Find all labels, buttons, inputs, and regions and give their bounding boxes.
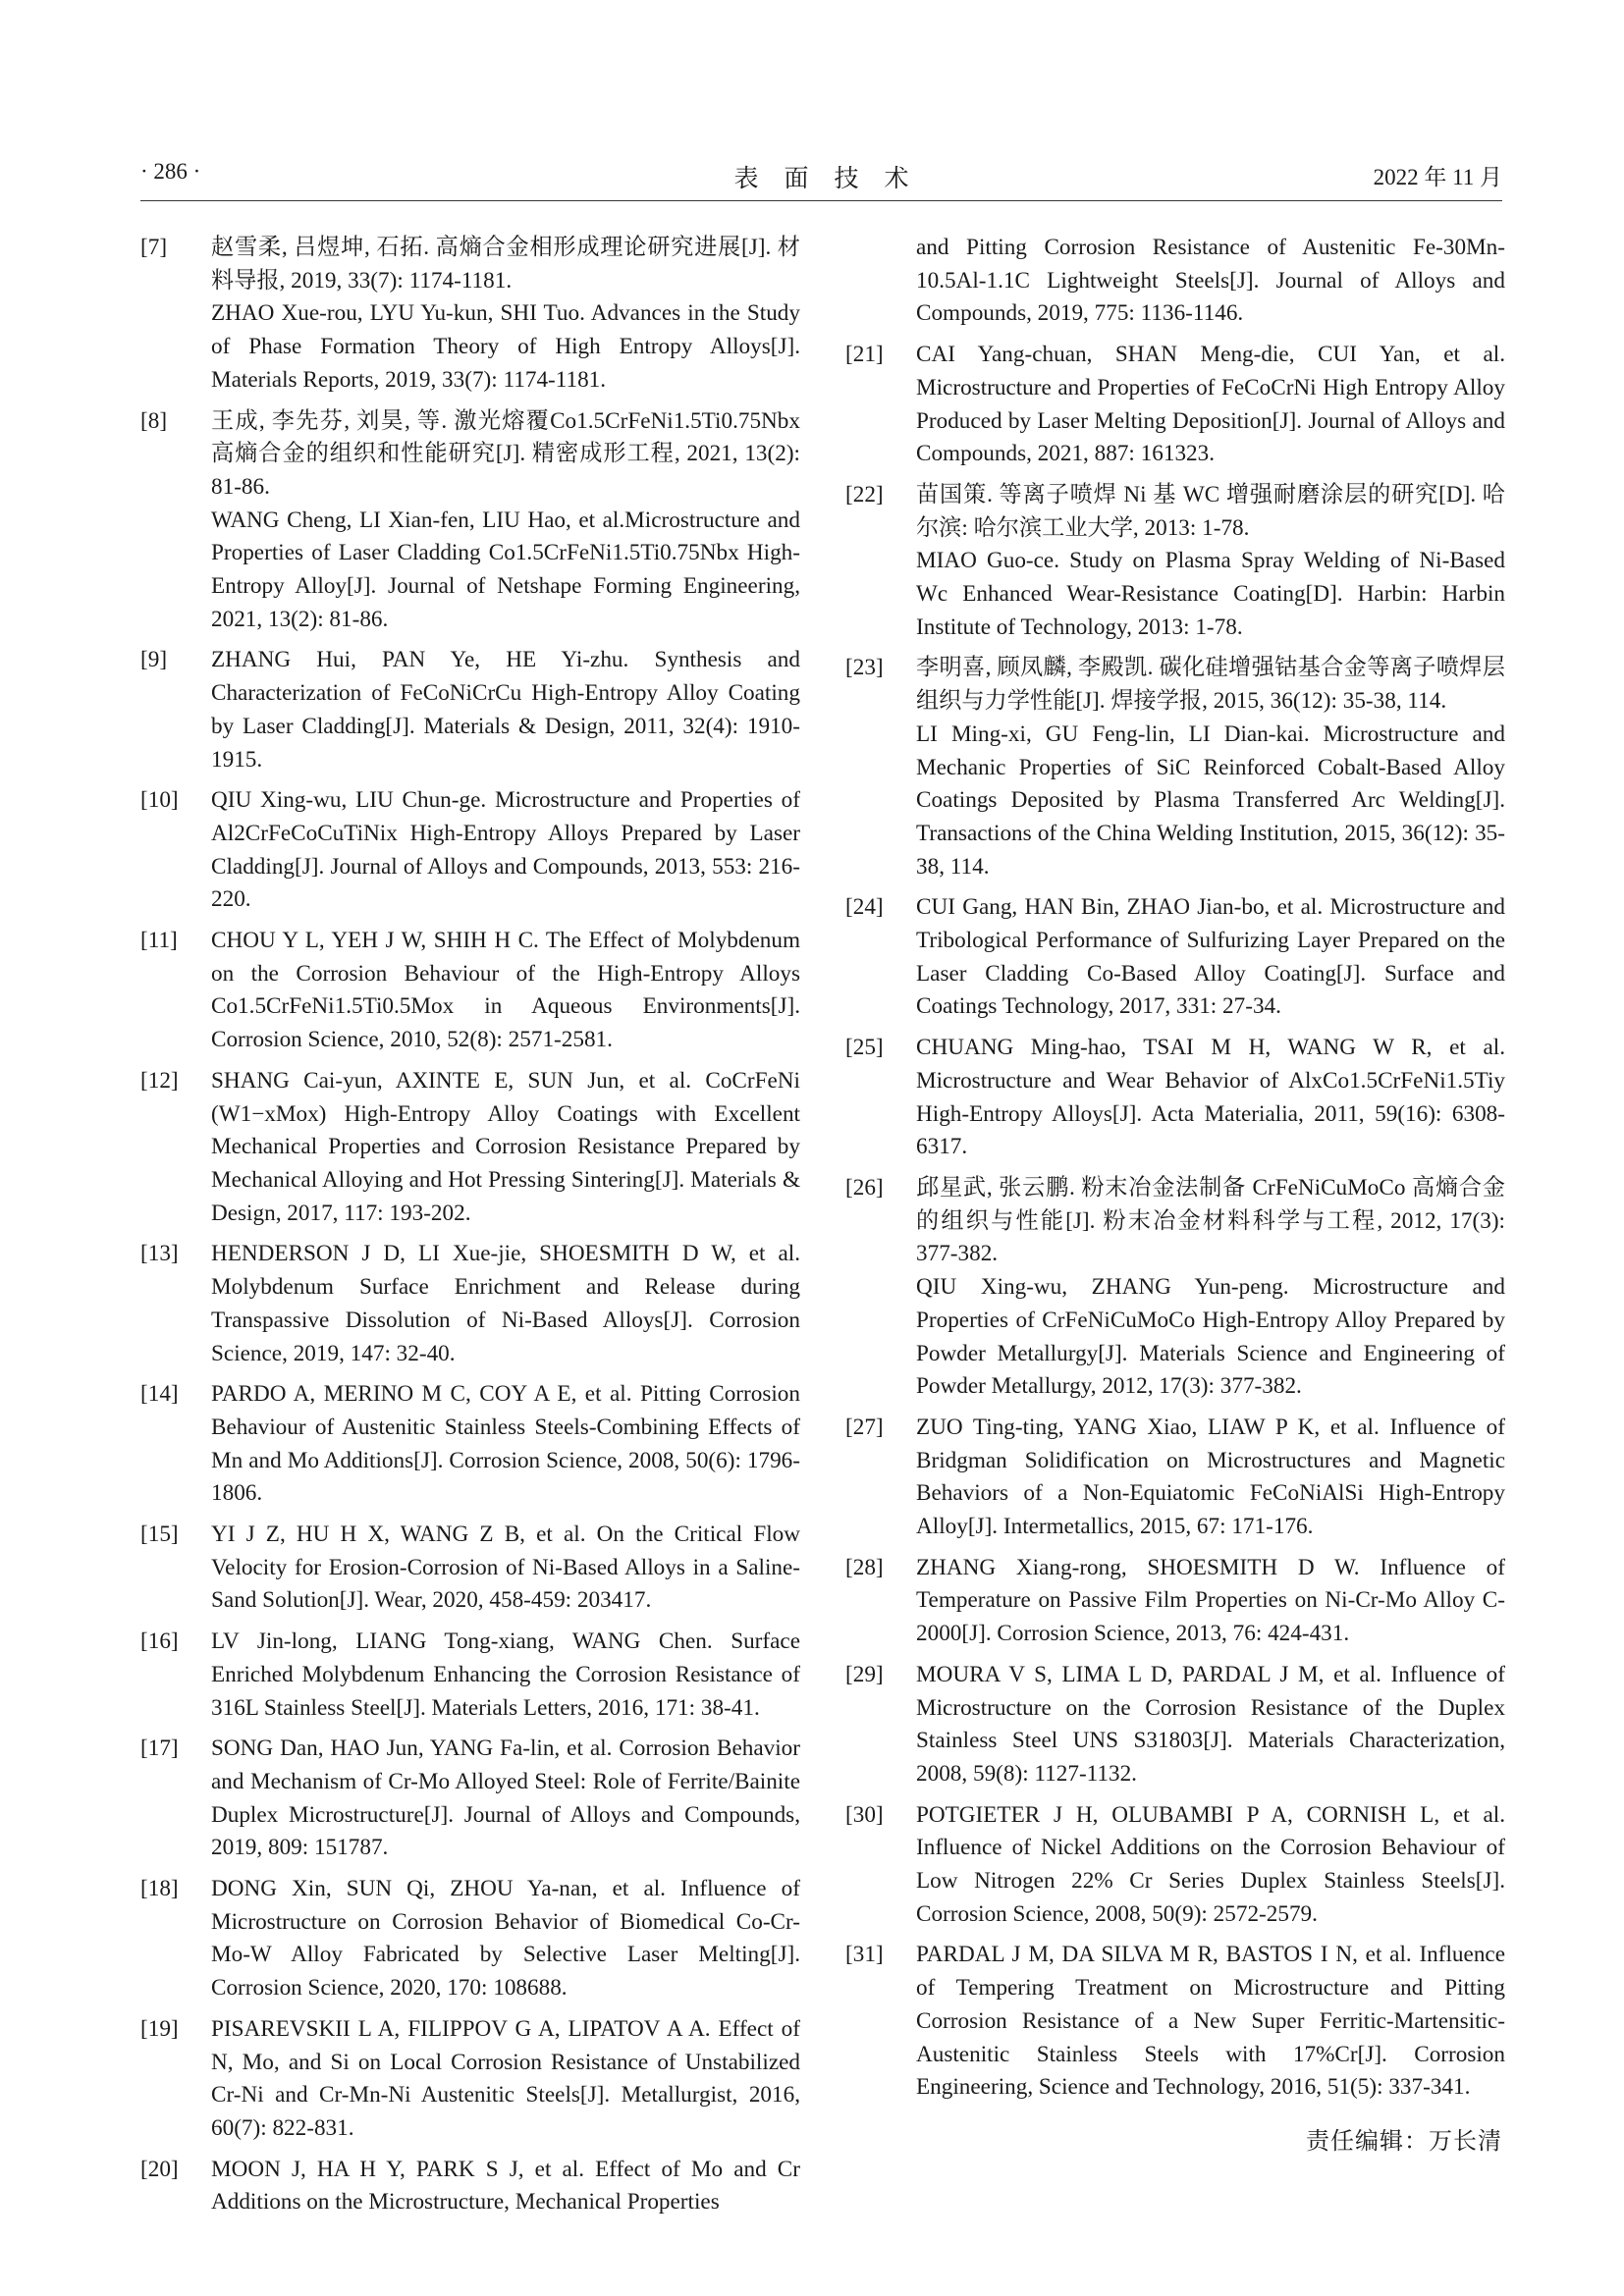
reference-text: POTGIETER J H, OLUBAMBI P A, CORNISH L, et al. Influence of Nickel Additions on the Corrosion Behaviour of Low Nitrogen 22% Cr Series Duplex Stainless Steels[J]. Corrosion Science, 2008, 50(9): 2572-2579. (916, 1801, 1505, 1927)
reference-item (140, 1065, 800, 1231)
page-number: · 286 · (140, 159, 201, 184)
reference-item (845, 1172, 1505, 1404)
reference-item (140, 2154, 800, 2219)
reference-text: SONG Dan, HAO Jun, YANG Fa-lin, et al. Corrosion Behavior and Mechanism of Cr-Mo Alloyed Steel: Role of Ferrite/Bainite Duplex Microstructure[J]. Journal of Alloys and Compounds, 2019, 809: 151787. (211, 1735, 800, 1861)
reference-text: CHUANG Ming-hao, TSAI M H, WANG W R, et al. Microstructure and Wear Behavior of AlxCo1.5CrFeNi1.5Tiy High-Entropy Alloys[J]. Acta Materialia, 2011, 59(16): 6308-6317. (916, 1035, 1505, 1160)
reference-item (140, 644, 800, 776)
reference-text: YI J Z, HU H X, WANG Z B, et al. On the Critical Flow Velocity for Erosion-Corrosion of Ni-Based Alloys in a Saline-Sand Solution[J]. Wear, 2020, 458-459: 203417. (211, 1522, 800, 1614)
page-header (140, 159, 1502, 198)
reference-item (140, 1873, 800, 2005)
reference-item (140, 925, 800, 1057)
journal-title: 表面技术 (733, 166, 935, 192)
reference-number: [7] (140, 235, 168, 260)
reference-text: MIAO Guo-ce. Study on Plasma Spray Welding of Ni-Based Wc Enhanced Wear-Resistance Coating[D]. Harbin: Harbin Institute of Technology, 2013: 1-78. (916, 548, 1505, 640)
reference-text: PARDO A, MERINO M C, COY A E, et al. Pitting Corrosion Behaviour of Austenitic Stainless Steels-Combining Effects of Mn and Mo Additions[J]. Corrosion Science, 2008, 50(6): 1796-1806. (211, 1381, 800, 1507)
reference-item (845, 1032, 1505, 1164)
reference-number: [18] (140, 1876, 179, 1902)
reference-item (845, 1659, 1505, 1791)
reference-number: [29] (845, 1661, 884, 1687)
reference-text: ZUO Ting-ting, YANG Xiao, LIAW P K, et al. Influence of Bridgman Solidification on Microstructures and Magnetic Behaviors of a Non-Equiatomic FeCoNiAlSi High-Entropy Alloy[J]. Intermetallics, 2015, 67: 171-176. (916, 1414, 1505, 1540)
reference-item (140, 1238, 800, 1370)
reference-number: [14] (140, 1381, 179, 1408)
reference-item (845, 479, 1505, 645)
reference-text: WANG Cheng, LI Xian-fen, LIU Hao, et al.Microstructure and Properties of Laser Cladding Co1.5CrFeNi1.5Ti0.75Nbx High-Entropy Alloy[J]. Journal of Netshape Forming Engineering, 2021, 13(2): 81-86. (211, 507, 800, 632)
reference-number: [23] (845, 655, 884, 681)
reference-item (845, 1939, 1505, 2105)
reference-text: 赵雪柔, 吕煜坤, 石拓. 高熵合金相形成理论研究进展[J]. 材料导报, 2019, 33(7): 1174-1181. (211, 235, 800, 294)
issue-date: 2022 年 11 月 (1373, 165, 1502, 189)
reference-text: PARDAL J M, DA SILVA M R, BASTOS I N, et al. Influence of Tempering Treatment on Microstructure and Pitting Corrosion Resistance of a New Super Ferritic-Martensitic-Austenitic Stainless Steels with 17%Cr[J]. Corrosion Engineering, Science and Technology, 2016, 51(5): 337-341. (916, 1942, 1505, 2101)
reference-text: LV Jin-long, LIANG Tong-xiang, WANG Chen. Surface Enriched Molybdenum Enhancing the Corrosion Resistance of 316L Stainless Steel[J]. Materials Letters, 2016, 171: 38-41. (211, 1629, 800, 1721)
reference-text: ZHAO Xue-rou, LYU Yu-kun, SHI Tuo. Advances in the Study of Phase Formation Theory of High Entropy Alloys[J]. Materials Reports, 2019, 33(7): 1174-1181. (211, 300, 800, 393)
reference-number: [26] (845, 1174, 884, 1201)
reference-item (140, 784, 800, 917)
reference-item (140, 1519, 800, 1618)
references-right-column (845, 232, 1505, 2105)
reference-number: [16] (140, 1629, 179, 1655)
reference-item (140, 1626, 800, 1725)
reference-item (140, 1733, 800, 1865)
reference-text: 王成, 李先芬, 刘昊, 等. 激光熔覆Co1.5CrFeNi1.5Ti0.75Nbx高熵合金的组织和性能研究[J]. 精密成形工程, 2021, 13(2): 81-86. (211, 407, 800, 500)
reference-number: [28] (845, 1554, 884, 1580)
reference-text: HENDERSON J D, LI Xue-jie, SHOESMITH D W, et al. Molybdenum Surface Enrichment and Release during Transpassive Dissolution of Ni-Based Alloys[J]. Corrosion Science, 2019, 147: 32-40. (211, 1241, 800, 1366)
reference-item (845, 339, 1505, 471)
reference-number: [20] (140, 2156, 179, 2182)
reference-text: ZHANG Xiang-rong, SHOESMITH D W. Influence of Temperature on Passive Film Properties on Ni-Cr-Mo Alloy C-2000[J]. Corrosion Science, 2013, 76: 424-431. (916, 1554, 1505, 1647)
reference-number: [22] (845, 481, 884, 507)
reference-number: [24] (845, 894, 884, 921)
reference-text: 邱星武, 张云鹏. 粉末冶金法制备 CrFeNiCuMoCo 高熵合金的组织与性能[J]. 粉末冶金材料科学与工程, 2012, 17(3): 377-382. (916, 1174, 1505, 1267)
reference-item (140, 405, 800, 637)
reference-item (140, 232, 800, 398)
reference-number: [15] (140, 1522, 179, 1548)
editor-note: 责任编辑：万长清 (1306, 2127, 1502, 2155)
reference-item (845, 1552, 1505, 1651)
reference-number: [25] (845, 1035, 884, 1061)
reference-text: CAI Yang-chuan, SHAN Meng-die, CUI Yan, et al. Microstructure and Properties of FeCoCrNi High Entropy Alloy Produced by Laser Melting Deposition[J]. Journal of Alloys and Compounds, 2021, 887: 161323. (916, 342, 1505, 467)
reference-number: [10] (140, 787, 179, 814)
reference-number: [12] (140, 1067, 179, 1094)
reference-text: SHANG Cai-yun, AXINTE E, SUN Jun, et al. CoCrFeNi (W1−xMox) High-Entropy Alloy Coatings with Excellent Mechanical Properties and Corrosion Resistance Prepared by Mechanical Alloying and Hot Pressing Sintering[J]. Materials & Design, 2017, 117: 193-202. (211, 1067, 800, 1226)
reference-text: ZHANG Hui, PAN Ye, HE Yi-zhu. Synthesis and Characterization of FeCoNiCrCu High-Entropy Alloy Coating by Laser Cladding[J]. Materials & Design, 2011, 32(4): 1910-1915. (211, 647, 800, 773)
reference-item (845, 652, 1505, 883)
reference-item (845, 1412, 1505, 1544)
reference-number: [8] (140, 407, 168, 434)
reference-text: QIU Xing-wu, LIU Chun-ge. Microstructure and Properties of Al2CrFeCoCuTiNix High-Entropy Alloys Prepared by Laser Cladding[J]. Journal of Alloys and Compounds, 2013, 553: 216-220. (211, 787, 800, 913)
reference-number: [17] (140, 1735, 179, 1762)
reference-text: DONG Xin, SUN Qi, ZHOU Ya-nan, et al. Influence of Microstructure on Corrosion Behavior of Biomedical Co-Cr-Mo-W Alloy Fabricated by Selective Laser Melting[J]. Corrosion Science, 2020, 170: 108688. (211, 1876, 800, 2002)
reference-text: MOON J, HA H Y, PARK S J, et al. Effect of Mo and Cr Additions on the Microstructure, Mechanical Properties (211, 2156, 800, 2216)
reference-number: [19] (140, 2015, 179, 2042)
reference-text: 李明喜, 顾凤麟, 李殿凯. 碳化硅增强钴基合金等离子喷焊层组织与力学性能[J]. 焊接学报, 2015, 36(12): 35-38, 114. (916, 655, 1505, 715)
reference-text: QIU Xing-wu, ZHANG Yun-peng. Microstructure and Properties of CrFeNiCuMoCo High-Entropy Alloy Prepared by Powder Metallurgy[J]. Materials Science and Engineering of Powder Metallurgy, 2012, 17(3): 377-382. (916, 1274, 1505, 1400)
references-left-column (140, 232, 800, 2219)
reference-number: [31] (845, 1942, 884, 1968)
reference-number: [21] (845, 342, 884, 368)
reference-item (140, 1378, 800, 1511)
reference-number: [30] (845, 1801, 884, 1828)
header-rule (140, 200, 1502, 201)
reference-text: LI Ming-xi, GU Feng-lin, LI Dian-kai. Microstructure and Mechanic Properties of SiC Reinforced Cobalt-Based Alloy Coatings Deposited by Plasma Transferred Arc Welding[J]. Transactions of the China Welding Institution, 2015, 36(12): 35-38, 114. (916, 721, 1505, 880)
reference-number: [27] (845, 1414, 884, 1440)
reference-text: and Pitting Corrosion Resistance of Austenitic Fe-30Mn-10.5Al-1.1C Lightweight Steels[J]. Journal of Alloys and Compounds, 2019, 775: 1136-1146. (916, 235, 1505, 327)
reference-number: [13] (140, 1241, 179, 1267)
reference-text: PISAREVSKII L A, FILIPPOV G A, LIPATOV A A. Effect of N, Mo, and Si on Local Corrosion Resistance of Unstabilized Cr-Ni and Cr-Mn-Ni Austenitic Steels[J]. Metallurgist, 2016, 60(7): 822-831. (211, 2015, 800, 2141)
reference-text: CUI Gang, HAN Bin, ZHAO Jian-bo, et al. Microstructure and Tribological Performance of Sulfurizing Layer Prepared on the Laser Cladding Co-Based Alloy Coating[J]. Surface and Coatings Technology, 2017, 331: 27-34. (916, 894, 1505, 1020)
reference-text: MOURA V S, LIMA L D, PARDAL J M, et al. Influence of Microstructure on the Corrosion Resistance of the Duplex Stainless Steel UNS S31803[J]. Materials Characterization, 2008, 59(8): 1127-1132. (916, 1661, 1505, 1787)
reference-item (845, 891, 1505, 1024)
reference-text: 苗国策. 等离子喷焊 Ni 基 WC 增强耐磨涂层的研究[D]. 哈尔滨: 哈尔滨工业大学, 2013: 1-78. (916, 481, 1505, 541)
reference-item (845, 1799, 1505, 1932)
reference-item (140, 2013, 800, 2146)
reference-text: CHOU Y L, YEH J W, SHIH H C. The Effect of Molybdenum on the Corrosion Behaviour of the High-Entropy Alloys Co1.5CrFeNi1.5Ti0.5Mox in Aqueous Environments[J]. Corrosion Science, 2010, 52(8): 2571-2581. (211, 928, 800, 1053)
reference-number: [9] (140, 647, 168, 673)
reference-item (845, 232, 1505, 331)
reference-number: [11] (140, 928, 178, 954)
